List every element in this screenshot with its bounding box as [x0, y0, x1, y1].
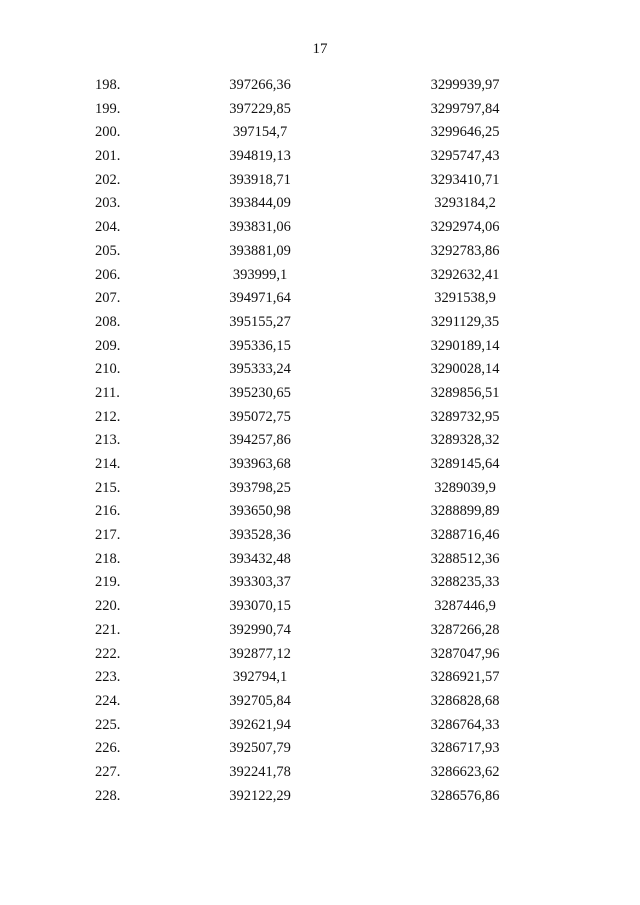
x-coordinate: 393650,98	[229, 503, 291, 520]
point-number: 213.	[95, 432, 121, 449]
point-number: 218.	[95, 550, 121, 567]
point-number: 199.	[95, 100, 121, 117]
y-coordinate: 3286921,57	[430, 669, 500, 686]
table-row	[0, 121, 640, 145]
x-coordinate: 393432,48	[229, 550, 291, 567]
table-row	[0, 240, 640, 264]
point-number: 208.	[95, 313, 121, 330]
y-coordinate: 3299797,84	[430, 100, 500, 117]
y-coordinate: 3289732,95	[430, 408, 500, 425]
point-number: 224.	[95, 692, 121, 709]
table-row	[0, 619, 640, 643]
y-coordinate: 3286576,86	[430, 787, 500, 804]
point-number: 227.	[95, 763, 121, 780]
table-row	[0, 358, 640, 382]
y-coordinate: 3289145,64	[430, 456, 500, 472]
point-number: 205.	[95, 242, 121, 259]
table-row	[0, 785, 640, 809]
point-number: 215.	[95, 479, 121, 496]
y-coordinate: 3293410,71	[430, 171, 500, 188]
y-coordinate: 3291538,9	[434, 290, 496, 307]
table-row	[0, 714, 640, 738]
table-row	[0, 311, 640, 335]
table-row	[0, 382, 640, 406]
table-row	[0, 429, 640, 453]
table-row	[0, 571, 640, 595]
y-coordinate: 3289039,9	[434, 479, 496, 496]
y-coordinate: 3289328,32	[430, 432, 500, 449]
table-row	[0, 737, 640, 761]
table-row	[0, 595, 640, 619]
point-number: 214.	[95, 456, 121, 472]
table-row	[0, 145, 640, 169]
x-coordinate: 395336,15	[229, 337, 291, 354]
table-row	[0, 690, 640, 714]
y-coordinate: 3286764,33	[430, 716, 500, 733]
point-number: 223.	[95, 669, 121, 686]
x-coordinate: 392241,78	[229, 763, 291, 780]
point-number: 198.	[95, 77, 121, 93]
table-row	[0, 335, 640, 359]
point-number: 201.	[95, 148, 121, 165]
x-coordinate: 392621,94	[229, 716, 291, 733]
point-number: 222.	[95, 645, 121, 662]
point-number: 209.	[95, 337, 121, 354]
coordinates-table	[0, 74, 640, 808]
x-coordinate: 393844,09	[229, 195, 291, 212]
table-row	[0, 74, 640, 98]
x-coordinate: 395230,65	[229, 384, 291, 401]
x-coordinate: 393303,37	[229, 574, 291, 591]
x-coordinate: 395155,27	[229, 313, 291, 330]
x-coordinate: 397266,36	[229, 77, 291, 93]
y-coordinate: 3292632,41	[430, 266, 500, 283]
x-coordinate: 392122,29	[229, 787, 291, 804]
x-coordinate: 397154,7	[232, 124, 288, 141]
x-coordinate: 397229,85	[229, 100, 291, 117]
y-coordinate: 3287446,9	[434, 598, 496, 615]
y-coordinate: 3293184,2	[434, 195, 496, 212]
point-number: 220.	[95, 598, 121, 615]
x-coordinate: 392507,79	[229, 740, 291, 757]
x-coordinate: 395333,24	[229, 361, 291, 378]
table-row	[0, 264, 640, 288]
point-number: 206.	[95, 266, 121, 283]
x-coordinate: 392705,84	[229, 692, 291, 709]
point-number: 211.	[95, 384, 120, 401]
point-number: 207.	[95, 290, 121, 307]
table-row	[0, 500, 640, 524]
x-coordinate: 393528,36	[229, 527, 291, 544]
table-row	[0, 98, 640, 122]
x-coordinate: 393798,25	[229, 479, 291, 496]
table-row	[0, 453, 640, 477]
x-coordinate: 392877,12	[229, 645, 291, 662]
x-coordinate: 393070,15	[229, 598, 291, 615]
y-coordinate: 3299646,25	[430, 124, 500, 141]
y-coordinate: 3291129,35	[430, 313, 500, 330]
x-coordinate: 395072,75	[229, 408, 291, 425]
y-coordinate: 3286623,62	[430, 763, 500, 780]
y-coordinate: 3286717,93	[430, 740, 500, 757]
x-coordinate: 392794,1	[232, 669, 288, 686]
point-number: 225.	[95, 716, 121, 733]
y-coordinate: 3295747,43	[430, 148, 500, 165]
x-coordinate: 393963,68	[229, 456, 291, 472]
y-coordinate: 3289856,51	[430, 384, 500, 401]
point-number: 219.	[95, 574, 121, 591]
x-coordinate: 394819,13	[229, 148, 291, 165]
table-row	[0, 287, 640, 311]
table-row	[0, 216, 640, 240]
y-coordinate: 3288899,89	[430, 503, 500, 520]
y-coordinate: 3287047,96	[430, 645, 500, 662]
y-coordinate: 3292974,06	[430, 219, 500, 236]
point-number: 212.	[95, 408, 121, 425]
y-coordinate: 3290028,14	[430, 361, 500, 378]
x-coordinate: 393831,06	[229, 219, 291, 236]
x-coordinate: 394971,64	[229, 290, 291, 307]
y-coordinate: 3287266,28	[430, 621, 500, 638]
point-number: 228.	[95, 787, 121, 804]
table-row	[0, 477, 640, 501]
point-number: 203.	[95, 195, 121, 212]
table-row	[0, 643, 640, 667]
table-row	[0, 192, 640, 216]
point-number: 221.	[95, 621, 121, 638]
table-row	[0, 524, 640, 548]
page-number: 17	[312, 41, 328, 57]
x-coordinate: 393918,71	[229, 171, 291, 188]
point-number: 226.	[95, 740, 121, 757]
y-coordinate: 3290189,14	[430, 337, 500, 354]
point-number: 217.	[95, 527, 121, 544]
x-coordinate: 394257,86	[229, 432, 291, 449]
point-number: 210.	[95, 361, 121, 378]
table-row	[0, 666, 640, 690]
y-coordinate: 3286828,68	[430, 692, 500, 709]
x-coordinate: 393999,1	[232, 266, 288, 283]
y-coordinate: 3288716,46	[430, 527, 500, 544]
y-coordinate: 3299939,97	[430, 77, 500, 93]
x-coordinate: 393881,09	[229, 242, 291, 259]
x-coordinate: 392990,74	[229, 621, 291, 638]
table-row	[0, 548, 640, 572]
point-number: 204.	[95, 219, 121, 236]
table-row	[0, 761, 640, 785]
y-coordinate: 3288235,33	[430, 574, 500, 591]
point-number: 202.	[95, 171, 121, 188]
point-number: 200.	[95, 124, 121, 141]
point-number: 216.	[95, 503, 121, 520]
y-coordinate: 3288512,36	[430, 550, 500, 567]
y-coordinate: 3292783,86	[430, 242, 500, 259]
table-row	[0, 169, 640, 193]
table-row	[0, 406, 640, 430]
